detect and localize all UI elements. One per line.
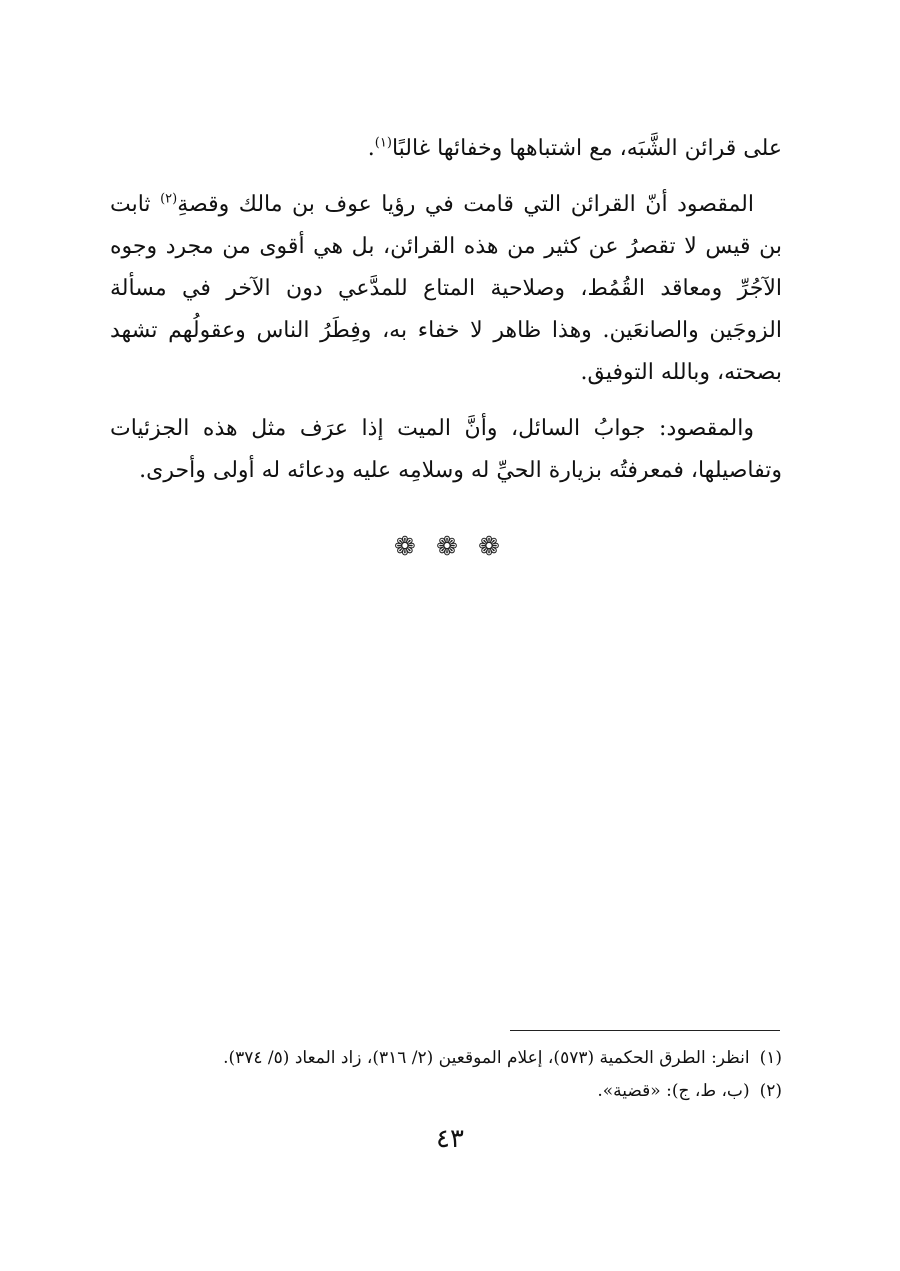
footnote-2-number: (٢)	[759, 1081, 782, 1101]
paragraph-3-text: والمقصود: جوابُ السائل، وأنَّ الميت إذا عرَف مثل هذه الجزئيات وتفاصيلها، فمعرفتُه بزيارة الحيِّ له وسلامِه عليه ودعائه له أولى وأحرى.	[110, 416, 782, 483]
paragraph-2-text: المقصود أنّ القرائن التي قامت في رؤيا عوف بن مالك وقصةِ	[177, 192, 754, 217]
main-text	[110, 128, 782, 506]
footnote-2-text: (ب، ط، ج): «قضية».	[597, 1081, 750, 1101]
page-number: ٤٣	[436, 1124, 464, 1154]
paragraph-1-text: على قرائن الشَّبَه، مع اشتباهها وخفائها غالبًا	[391, 136, 782, 161]
paragraph-2-tail: ثابت بن قيس لا تقصرُ عن كثير من هذه القرائن، بل هي أقوى من مجرد وجوه الآجُرِّ ومعاقد القُمُط، وصلاحية المتاع للمدَّعي دون الآخر في مسألة الزوجَين والصانعَين. وهذا ظاهر لا خفاء به، وفِطَرُ الناس وعقولُهم تشهد بصحته، وبالله التوفيق.	[110, 192, 782, 385]
paragraph-1	[110, 128, 782, 170]
footnote-1	[110, 1042, 782, 1075]
footnote-1-number: (١)	[759, 1048, 782, 1068]
paragraph-2	[110, 184, 782, 394]
footnote-ref-2[interactable]: (٢)	[160, 191, 178, 207]
footnotes	[110, 1042, 782, 1108]
footnote-separator	[510, 1030, 780, 1031]
paragraph-1-tail: .	[367, 136, 375, 161]
footnote-1-text: انظر: الطرق الحكمية (٥٧٣)، إعلام الموقعين (٢/ ٣١٦)، زاد المعاد (٥/ ٣٧٤).	[223, 1048, 750, 1068]
paragraph-3	[110, 408, 782, 492]
footnote-2	[110, 1075, 782, 1108]
section-ornament: ❁ ❁ ❁	[394, 532, 506, 562]
footnote-ref-1[interactable]: (١)	[374, 135, 392, 151]
